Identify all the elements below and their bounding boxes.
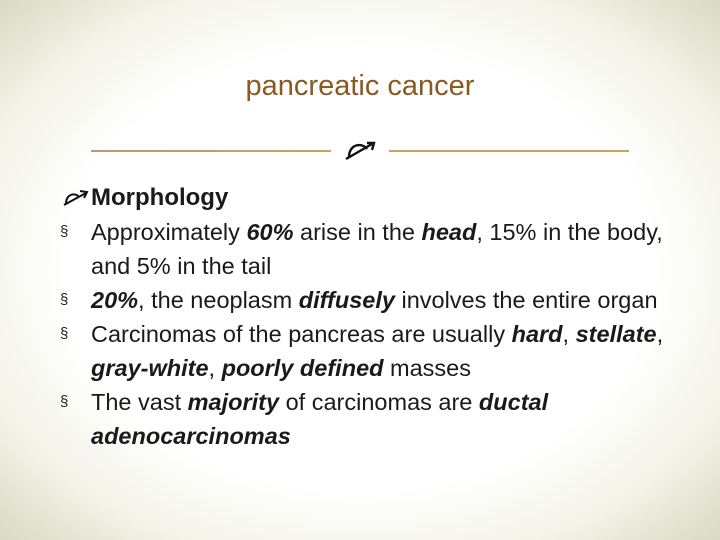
emphasis-text: hard	[511, 321, 563, 347]
emphasis-text: gray-white	[91, 355, 209, 381]
emphasis-text: diffusely	[298, 287, 395, 313]
text-run: arise in the	[293, 219, 422, 245]
bullet-item	[60, 215, 700, 283]
text-run: ,	[562, 321, 576, 347]
emphasis-text: 60%	[246, 219, 294, 245]
text-run: ,	[656, 321, 664, 347]
text-run: , the neoplasm	[138, 287, 299, 313]
hook-arrow-icon	[60, 186, 91, 210]
bullet-item	[60, 385, 700, 453]
bullet-marker: §	[60, 291, 69, 308]
bullet-text	[91, 219, 663, 279]
text-run: of carcinomas are	[279, 389, 479, 415]
emphasis-text: ductal adenocarcinomas	[91, 389, 549, 449]
slide-body	[60, 181, 700, 453]
section-heading	[60, 181, 700, 215]
text-run: ,	[208, 355, 222, 381]
emphasis-text: poorly defined	[221, 355, 384, 381]
title-divider	[91, 138, 629, 164]
slide-title: pancreatic cancer	[245, 70, 475, 102]
bullet-item	[60, 317, 700, 385]
hook-arrow-icon	[340, 138, 380, 164]
emphasis-text: majority	[187, 389, 280, 415]
section-heading-text: Morphology	[91, 184, 229, 211]
text-run: masses	[383, 355, 471, 381]
bullet-text	[91, 321, 663, 381]
text-run: Approximately	[91, 219, 247, 245]
text-run: involves the entire organ	[394, 287, 658, 313]
text-run: , 15% in the body, and 5% in the tail	[91, 219, 663, 279]
bullet-item	[60, 283, 700, 317]
emphasis-text: 20%	[91, 287, 139, 313]
divider-line-left	[91, 150, 331, 152]
bullet-marker: §	[60, 223, 69, 240]
text-run: The vast	[91, 389, 188, 415]
divider-line-right	[389, 150, 629, 152]
bullet-text	[91, 287, 658, 313]
emphasis-text: head	[421, 219, 477, 245]
emphasis-text: stellate	[575, 321, 657, 347]
bullet-text	[91, 389, 548, 449]
bullet-marker: §	[60, 393, 69, 410]
bullet-marker: §	[60, 325, 69, 342]
bullet-list	[60, 215, 700, 453]
text-run: Carcinomas of the pancreas are usually	[91, 321, 512, 347]
